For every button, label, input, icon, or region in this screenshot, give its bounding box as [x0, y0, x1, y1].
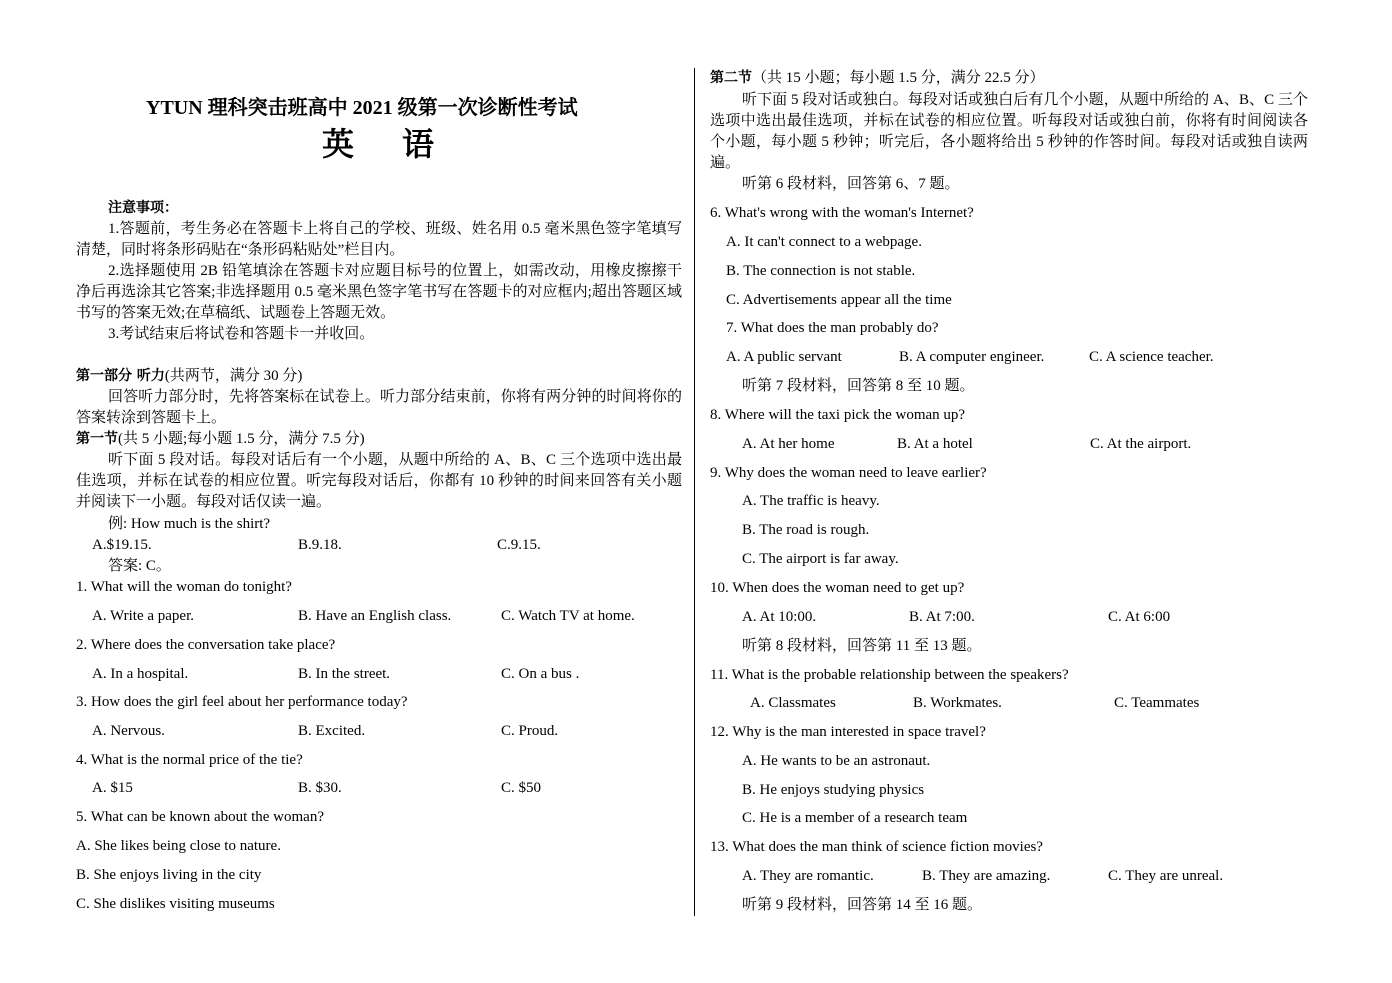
question-12-option-c: C. He is a member of a research team: [742, 810, 968, 826]
question-11: 11. What is the probable relationship between the speakers?: [710, 667, 1069, 683]
option-c: C. At 6:00: [1108, 609, 1171, 625]
part1-heading-bold: 第一部分 听力: [76, 368, 165, 384]
subject-char-1: 英: [322, 126, 359, 162]
option-b: B. A computer engineer.: [899, 349, 1045, 365]
exam-title: YTUN 理科突击班高中 2021 级第一次诊断性考试: [146, 97, 578, 119]
option-b: B. $30.: [298, 780, 342, 796]
question-1-options: [92, 606, 635, 627]
option-c: C. A science teacher.: [1089, 349, 1214, 365]
option-a: A. Classmates: [750, 695, 836, 711]
option-b: B. At a hotel: [897, 436, 973, 452]
material-9: 听第 9 段材料，回答第 14 至 16 题。: [742, 897, 983, 913]
option-b: B. They are amazing.: [922, 868, 1051, 884]
question-9-option-c: C. The airport is far away.: [742, 551, 899, 567]
option-c: C. Teammates: [1114, 695, 1200, 711]
example-option-a: A.$19.15.: [92, 537, 152, 553]
section2-intro: 听下面 5 段对话或独白。每段对话或独白后有几个小题，从题中所给的 A、B、C 三个选项中选出最佳选项，并标在试卷的相应位置。听每段对话或独白前，你将有时间阅读各个小题，每小题 5 秒钟；听完后，各小题将给出 5 秒钟的作答时间。每段对话或独自读两遍。: [710, 92, 1308, 171]
question-6-option-c: C. Advertisements appear all the time: [726, 292, 952, 308]
section2-heading: [710, 68, 1045, 89]
part1-intro: 回答听力部分时，先将答案标在试卷上。听力部分结束前，你将有两分钟的时间将你的答案转涂到答题卡上。: [76, 389, 682, 426]
option-b: B. Excited.: [298, 723, 366, 739]
example-answer: 答案: C。: [108, 558, 171, 574]
question-1: 1. What will the woman do tonight?: [76, 579, 292, 595]
notice-item-1: 1.答题前，考生务必在答题卡上将自己的学校、班级、姓名用 0.5 毫米黑色签字笔填写清楚，同时将条形码贴在“条形码粘贴处”栏目内。: [76, 221, 682, 258]
question-5-option-c: C. She dislikes visiting museums: [76, 896, 275, 912]
question-10: 10. When does the woman need to get up?: [710, 580, 965, 596]
option-c: C. $50: [501, 780, 542, 796]
section2-heading-rest: （共 15 小题；每小题 1.5 分，满分 22.5 分）: [752, 70, 1045, 86]
option-a: A. $15: [92, 780, 133, 796]
question-6-option-a: A. It can't connect to a webpage.: [726, 234, 922, 250]
section1-heading-rest: (共 5 小题;每小题 1.5 分，满分 7.5 分): [118, 431, 365, 447]
subject-char-2: 语: [402, 126, 439, 162]
question-6: 6. What's wrong with the woman's Internet?: [710, 205, 974, 221]
question-5: 5. What can be known about the woman?: [76, 809, 324, 825]
example-question: 例: How much is the shirt?: [108, 516, 271, 532]
section1-intro: 听下面 5 段对话。每段对话后有一个小题，从题中所给的 A、B、C 三个选项中选出最佳选项，并标在试卷的相应位置。听完每段对话后，你都有 10 秒钟的时间来回答有关小题并阅读下一小题。每段对话仅读一遍。: [76, 452, 682, 510]
question-8: 8. Where will the taxi pick the woman up?: [710, 407, 966, 423]
question-3-options: [92, 721, 558, 742]
question-4: 4. What is the normal price of the tie?: [76, 752, 303, 768]
option-b: B. Workmates.: [913, 695, 1002, 711]
question-8-options: [742, 434, 1191, 455]
question-7: 7. What does the man probably do?: [726, 320, 939, 336]
option-b: B. In the street.: [298, 666, 391, 682]
question-4-options: [92, 778, 541, 799]
question-7-options: [726, 347, 1214, 368]
section1-heading-bold: 第一节: [76, 431, 118, 447]
option-c: C. Proud.: [501, 723, 559, 739]
option-c: C. At the airport.: [1090, 436, 1192, 452]
question-9-option-a: A. The traffic is heavy.: [742, 493, 880, 509]
option-a: A. Nervous.: [92, 723, 165, 739]
option-a: A. A public servant: [726, 349, 842, 365]
option-c: C. They are unreal.: [1108, 868, 1224, 884]
question-12-option-b: B. He enjoys studying physics: [742, 782, 925, 798]
question-13-options: [742, 866, 1223, 887]
question-6-option-b: B. The connection is not stable.: [726, 263, 916, 279]
question-9: 9. Why does the woman need to leave earlier?: [710, 465, 987, 481]
part1-heading-rest: (共两节，满分 30 分): [164, 368, 303, 384]
option-a: A. They are romantic.: [742, 868, 874, 884]
question-2: 2. Where does the conversation take place?: [76, 637, 336, 653]
example-options: [92, 535, 541, 556]
material-6: 听第 6 段材料，回答第 6、7 题。: [742, 176, 960, 192]
notice-heading: 注意事项：: [108, 200, 178, 216]
question-13: 13. What does the man think of science fiction movies?: [710, 839, 1043, 855]
question-2-options: [92, 664, 579, 685]
question-12-option-a: A. He wants to be an astronaut.: [742, 753, 931, 769]
option-b: B. At 7:00.: [909, 609, 975, 625]
notice-item-3: 3.考试结束后将试卷和答题卡一并收回。: [108, 326, 375, 342]
question-9-option-b: B. The road is rough.: [742, 522, 870, 538]
option-a: A. Write a paper.: [92, 608, 194, 624]
column-divider: [694, 68, 695, 916]
option-c: C. On a bus .: [501, 666, 580, 682]
material-8: 听第 8 段材料，回答第 11 至 13 题。: [742, 638, 982, 654]
question-5-option-b: B. She enjoys living in the city: [76, 867, 262, 883]
notice-item-2: 2.选择题使用 2B 铅笔填涂在答题卡对应题目标号的位置上，如需改动，用橡皮擦擦干净后再选涂其它答案;非选择题用 0.5 毫米黑色签字笔书写在答题卡的对应框内;超出答题区域书写的答案无效;在草稿纸、试题卷上答题无效。: [76, 263, 682, 321]
option-c: C. Watch TV at home.: [501, 608, 635, 624]
example-option-c: C.9.15.: [497, 537, 541, 553]
section1-heading: [76, 429, 365, 450]
option-b: B. Have an English class.: [298, 608, 452, 624]
option-a: A. At her home: [742, 436, 835, 452]
part1-heading: [76, 366, 302, 387]
option-a: A. At 10:00.: [742, 609, 817, 625]
question-12: 12. Why is the man interested in space travel?: [710, 724, 986, 740]
question-5-option-a: A. She likes being close to nature.: [76, 838, 281, 854]
section2-heading-bold: 第二节: [710, 70, 752, 86]
question-11-options: [750, 693, 1199, 714]
example-option-b: B.9.18.: [298, 537, 342, 553]
question-3: 3. How does the girl feel about her performance today?: [76, 694, 408, 710]
option-a: A. In a hospital.: [92, 666, 189, 682]
question-10-options: [742, 607, 1170, 628]
material-7: 听第 7 段材料，回答第 8 至 10 题。: [742, 378, 975, 394]
